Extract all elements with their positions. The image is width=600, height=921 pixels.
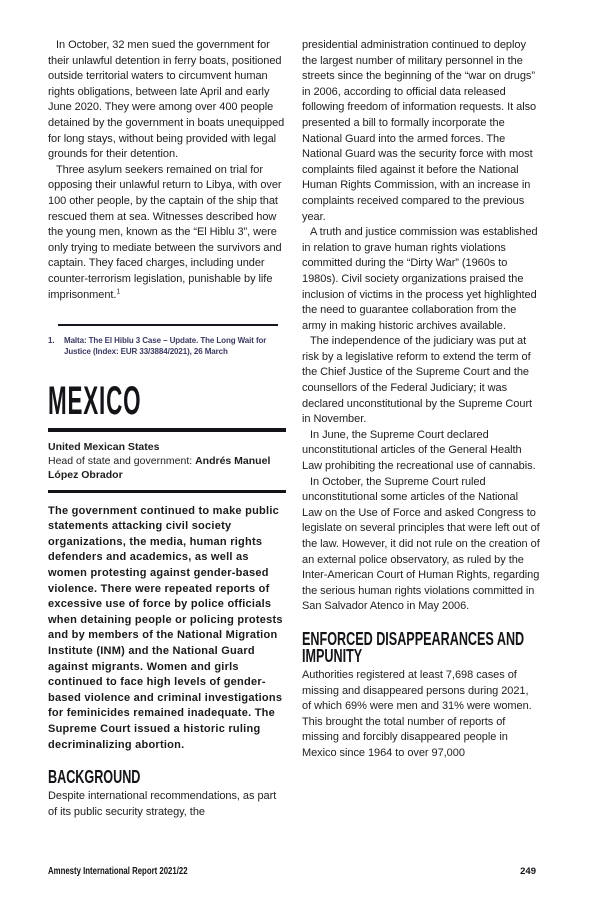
cannabis-paragraph: In June, the Supreme Court declared unconstitutional articles of the General Health Law prohibiting the recreational use of cannabis. — [302, 428, 536, 473]
head-of-state-label: Head of state and government: — [48, 455, 196, 468]
left-column — [48, 38, 286, 820]
malta-paragraph-1: In October, 32 men sued the government for their unlawful detention in ferry boats, positioned outside territorial waters to circumvent human rights obligations, between late April and early June 2020. They were among over 400 people detained by the government in boats unequipped for long stays, without being provided with legal grounds for their detention. — [48, 39, 285, 161]
head-of-state-name: Andrés Manuel López Obrador — [48, 455, 271, 482]
head-of-state-line — [48, 454, 286, 482]
section-heading-background: BACKGROUND — [48, 767, 141, 788]
heading-line-2: IMPUNITY — [302, 645, 363, 666]
background-paragraph: Despite international recommendations, as part of its public security strategy, the — [48, 790, 277, 818]
title-rule — [48, 428, 286, 432]
country-info — [48, 440, 286, 482]
section-heading-enforced-disappearances — [302, 628, 525, 666]
malta-paragraph-2-text: Three asylum seekers remained on trial for opposing their unlawful return to Libya, with over 100 other people, by the captain of the ship that rescued them at sea. Witnesses described how the young men, known as the “El Hiblu 3”, were only trying to mediate between the survivors and captain. They faced charges, including under counter-terrorism legislation, punishable by life imprisonment. — [48, 163, 282, 301]
footnote-text: Malta: The El Hiblu 3 Case – Update. The Long Wait for Justice (Index: EUR 33/3884/2021), 26 March — [64, 336, 267, 357]
malta-paragraph-2 — [48, 163, 286, 303]
background-paragraph-continued: presidential administration continued to deploy the largest number of military personnel in the streets since the beginning of the “war on drugs” in 2006, according to official data released following freedom of information requests. It also presented a bill to formally incorporate the National Guard into the armed forces. The National Guard was the security force with most complaints filed against it before the National Human Rights Commission, with an increase in complaints received compared to the previous year. — [302, 39, 537, 223]
page-number: 249 — [520, 866, 536, 877]
footnote-number: 1. — [48, 336, 55, 346]
heading-line-1: ENFORCED DISAPPEARANCES AND — [302, 628, 525, 649]
use-of-force-paragraph: In October, the Supreme Court ruled unconstitutional some articles of the National Law on the Use of Force and asked Congress to legislate on several principles that were left out of the law. However, it did not rule on the creation of an external police observatory, as ruled by the Inter-American Court of Human Rights, regarding the serious human rights violations committed in San Salvador Atenco in May 2006. — [302, 475, 540, 613]
country-summary: The government continued to make public statements attacking civil society organizations, the media, human rights defenders and academics, as well as women protesting against gender-based violence. There were repeated reports of excessive use of force by police officials when detaining people or policing protests and by members of the National Migration Institute (INM) and the National Guard against migrants. Women and girls continued to face high levels of gender-based violence and criminal investigations for feminicides remained inadequate. The Supreme Court issued a historic ruling decriminalizing abortion. — [48, 504, 283, 751]
footnote-divider — [58, 324, 278, 326]
country-info-rule — [48, 490, 286, 493]
judiciary-paragraph: The independence of the judiciary was put at risk by a legislative reform to extend the term of the Chief Justice of the Supreme Court and the counsellors of the Federal Judiciary; it was declared unconstitutional by the Supreme Court in November. — [302, 335, 533, 426]
right-column — [302, 38, 540, 820]
truth-commission-paragraph: A truth and justice commission was established in relation to grave human rights violations committed during the “Dirty War” (1960s to 1980s). Civil society organizations praised the inclusion of victims in the process yet highlighted the need to guarantee collaboration from the army in making historic archives available. — [302, 226, 538, 332]
country-official-name: United Mexican States — [48, 441, 160, 454]
page-footer — [48, 866, 536, 877]
footnote-reference: 1 — [116, 287, 121, 295]
disappearances-paragraph: Authorities registered at least 7,698 cases of missing and disappeared persons during 2021, of which 69% were men and 31% were women. This brought the total number of reports of missing and forcibly disappeared people in Mexico since 1964 to over 97,000 — [302, 668, 532, 759]
footer-report-title: Amnesty International Report 2021/22 — [48, 866, 188, 877]
footnote — [48, 335, 286, 357]
country-title: MEXICO — [48, 379, 142, 424]
